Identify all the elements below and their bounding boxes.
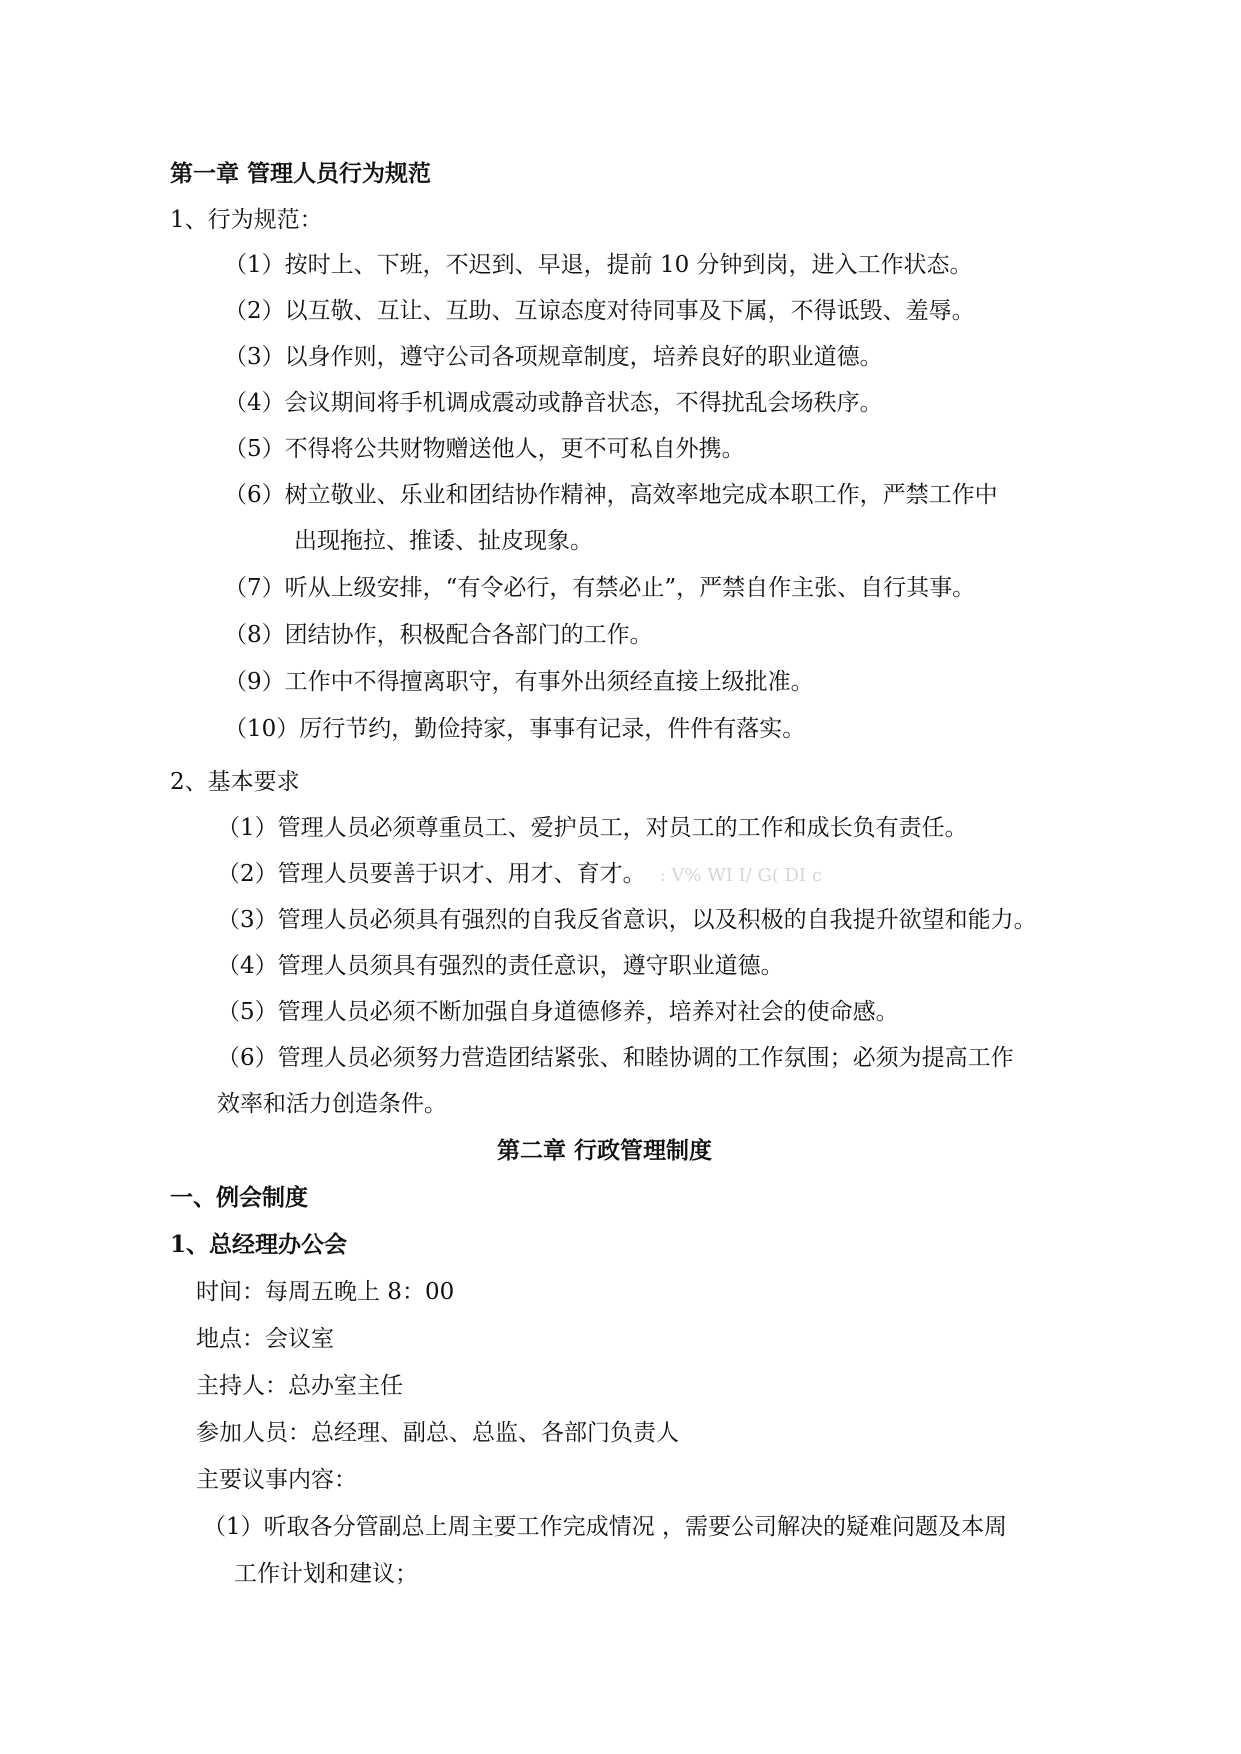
behavior-item-5: （5）不得将公共财物赠送他人，更不可私自外携。 <box>224 436 745 462</box>
field-location: 地点：会议室 <box>196 1326 334 1352</box>
field-time: 时间：每周五晚上 8：00 <box>196 1279 455 1305</box>
chapter-1-title: 第一章 管理人员行为规范 <box>170 160 432 187</box>
behavior-item-3: （3）以身作则，遵守公司各项规章制度，培养良好的职业道德。 <box>224 344 883 370</box>
faint-watermark-text: : V% WI I/ G( DI c <box>659 865 822 886</box>
section-meeting-heading: 一、例会制度 <box>170 1184 308 1211</box>
behavior-item-10: （10）厉行节约，勤俭持家，事事有记录，件件有落实。 <box>224 716 806 742</box>
behavior-item-6-cont: 出现拖拉、推诿、扯皮现象。 <box>294 528 593 554</box>
behavior-item-1: （1）按时上、下班，不迟到、早退，提前 10 分钟到岗，进入工作状态。 <box>224 252 973 278</box>
subsection-gm-meeting-heading: 1、总经理办公会 <box>170 1231 348 1258</box>
behavior-item-8: （8）团结协作，积极配合各部门的工作。 <box>224 622 653 648</box>
behavior-item-4: （4）会议期间将手机调成震动或静音状态，不得扰乱会场秩序。 <box>224 390 883 416</box>
behavior-item-6: （6）树立敬业、乐业和团结协作精神，高效率地完成本职工作，严禁工作中 <box>224 482 998 508</box>
requirement-item-1: （1）管理人员必须尊重员工、爱护员工，对员工的工作和成长负有责任。 <box>217 815 968 841</box>
behavior-item-9: （9）工作中不得擅离职守，有事外出须经直接上级批准。 <box>224 669 814 695</box>
requirement-item-6-cont: 效率和活力创造条件。 <box>217 1091 447 1117</box>
agenda-item-1: （1）听取各分管副总上周主要工作完成情况 ，需要公司解决的疑难问题及本周 <box>203 1514 1007 1540</box>
field-agenda-label: 主要议事内容： <box>196 1467 357 1493</box>
requirement-item-2-text: （2）管理人员要善于识才、用才、育才。 <box>217 861 646 887</box>
requirement-item-3: （3）管理人员必须具有强烈的自我反省意识，以及积极的自我提升欲望和能力。 <box>217 907 1037 933</box>
section-1-heading: 1、行为规范： <box>170 207 323 233</box>
requirement-item-4: （4）管理人员须具有强烈的责任意识，遵守职业道德。 <box>217 953 784 979</box>
behavior-item-2: （2）以互敬、互让、互助、互谅态度对待同事及下属，不得诋毁、羞辱。 <box>224 298 975 324</box>
field-participants: 参加人员：总经理、副总、总监、各部门负责人 <box>196 1420 679 1446</box>
field-host: 主持人：总办室主任 <box>196 1373 403 1399</box>
requirement-item-5: （5）管理人员必须不断加强自身道德修养，培养对社会的使命感。 <box>217 999 899 1025</box>
agenda-item-1-cont: 工作计划和建议； <box>234 1561 418 1587</box>
behavior-item-7: （7）听从上级安排，“有令必行，有禁必止”，严禁自作主张、自行其事。 <box>224 575 976 601</box>
requirement-item-2 <box>217 859 822 891</box>
section-2-heading: 2、基本要求 <box>170 769 300 795</box>
requirement-item-6: （6）管理人员必须努力营造团结紧张、和睦协调的工作氛围；必须为提高工作 <box>217 1045 1014 1071</box>
chapter-2-title: 第二章 行政管理制度 <box>497 1137 713 1164</box>
